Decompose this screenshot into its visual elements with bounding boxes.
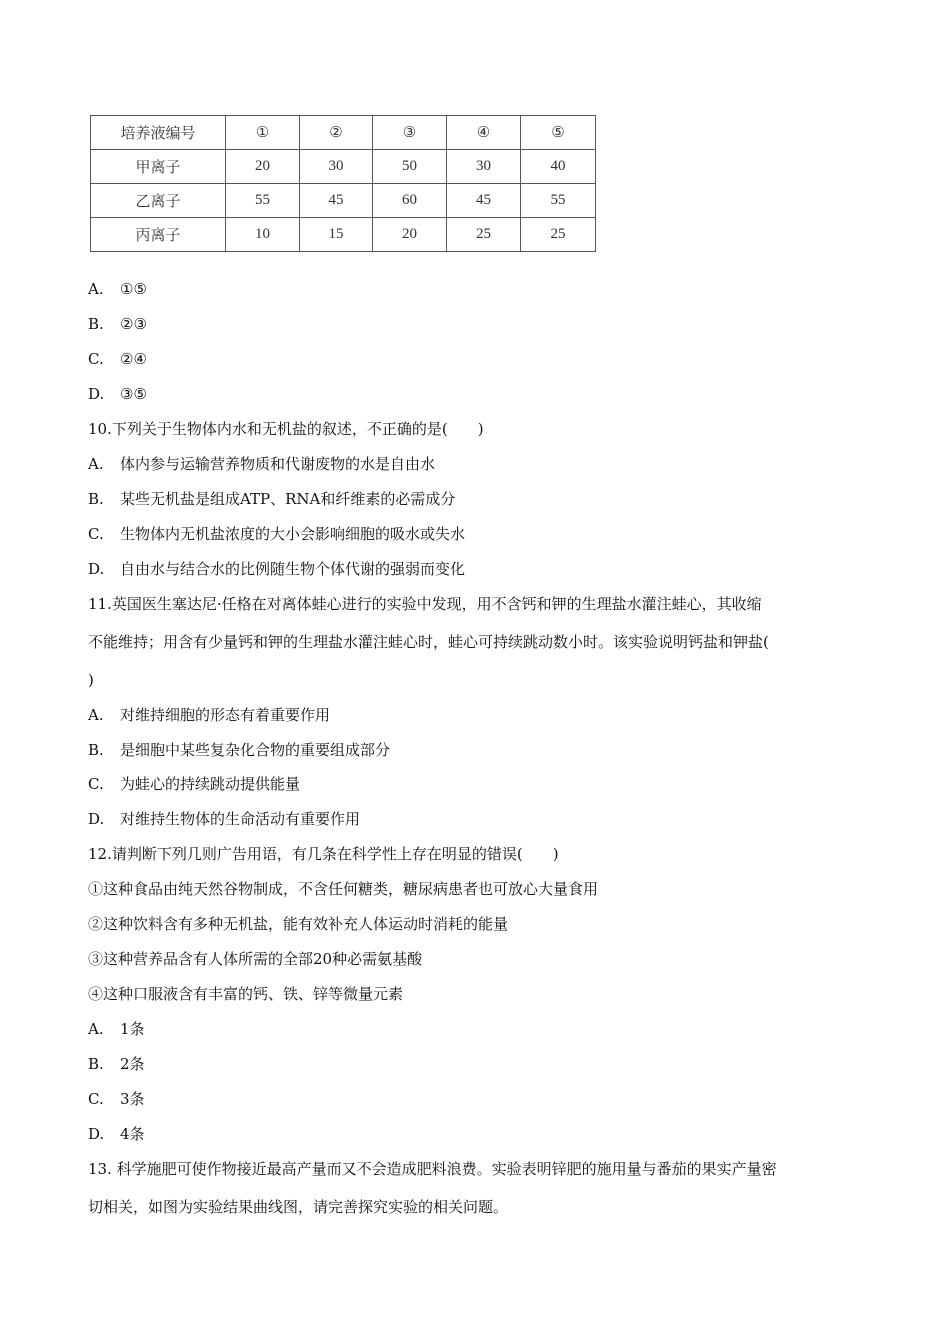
table-cell: 25 [521, 218, 596, 252]
q12-item: ④这种口服液含有丰富的钙、铁、锌等微量元素 [88, 985, 404, 1003]
q11-option-a: A. 对维持细胞的形态有着重要作用 [88, 706, 331, 724]
q12-option-c: C. 3条 [88, 1090, 145, 1108]
q13-stem-line2: 切相关，如图为实验结果曲线图，请完善探究实验的相关问题。 [88, 1198, 509, 1216]
table-header-cell: 培养液编号 [91, 116, 226, 150]
q11-stem-line3: ) [88, 671, 94, 689]
q9-option-c: C. ②④ [88, 350, 147, 368]
table-cell: 25 [447, 218, 521, 252]
q10-option-c: C. 生物体内无机盐浓度的大小会影响细胞的吸水或失水 [88, 525, 466, 543]
q12-option-d: D. 4条 [88, 1125, 145, 1143]
q10-option-b: B. 某些无机盐是组成ATP、RNA和纤维素的必需成分 [88, 490, 456, 508]
table-header-cell: ④ [447, 116, 521, 150]
table-cell: 丙离子 [91, 218, 226, 252]
q11-stem-line2: 不能维持；用含有少量钙和钾的生理盐水灌注蛙心时，蛙心可持续跳动数小时。该实验说明钙盐和钾盐( [88, 633, 769, 651]
q9-option-b: B. ②③ [88, 315, 147, 333]
q9-option-d: D. ③⑤ [88, 385, 147, 403]
table-row [91, 184, 596, 218]
table-cell: 甲离子 [91, 150, 226, 184]
table-header-row [91, 116, 596, 150]
table-cell: 30 [447, 150, 521, 184]
q11-option-d: D. 对维持生物体的生命活动有重要作用 [88, 810, 361, 828]
table-row [91, 150, 596, 184]
q12-option-b: B. 2条 [88, 1055, 145, 1073]
table-cell: 45 [447, 184, 521, 218]
table-cell: 乙离子 [91, 184, 226, 218]
q12-stem: 12.请判断下列几则广告用语，有几条在科学性上存在明显的错误( ) [88, 845, 559, 863]
table-header-cell: ③ [373, 116, 447, 150]
table-cell: 30 [300, 150, 373, 184]
table-cell: 20 [226, 150, 300, 184]
table-cell: 40 [521, 150, 596, 184]
table-cell: 50 [373, 150, 447, 184]
q11-stem-line1: 11.英国医生塞达尼·任格在对离体蛙心进行的实验中发现，用不含钙和钾的生理盐水灌注蛙心，其收缩 [88, 595, 762, 613]
table-cell: 15 [300, 218, 373, 252]
table-cell: 10 [226, 218, 300, 252]
table-header-cell: ⑤ [521, 116, 596, 150]
table-cell: 45 [300, 184, 373, 218]
q13-stem-line1: 13. 科学施肥可使作物接近最高产量而又不会造成肥料浪费。实验表明锌肥的施用量与番茄的果实产量密 [88, 1160, 777, 1178]
table-cell: 20 [373, 218, 447, 252]
q11-option-b: B. 是细胞中某些复杂化合物的重要组成部分 [88, 741, 391, 759]
table-header-cell: ② [300, 116, 373, 150]
ion-concentration-table [90, 115, 596, 252]
table-cell: 60 [373, 184, 447, 218]
q11-option-c: C. 为蛙心的持续跳动提供能量 [88, 775, 301, 793]
q12-item: ①这种食品由纯天然谷物制成，不含任何糖类，糖尿病患者也可放心大量食用 [88, 880, 599, 898]
q10-stem: 10.下列关于生物体内水和无机盐的叙述，不正确的是( ) [88, 420, 484, 438]
table-row [91, 218, 596, 252]
q12-option-a: A. 1条 [88, 1020, 145, 1038]
table-cell: 55 [226, 184, 300, 218]
q9-option-a: A. ①⑤ [88, 280, 147, 298]
table-header-cell: ① [226, 116, 300, 150]
table-cell: 55 [521, 184, 596, 218]
q12-item: ③这种营养品含有人体所需的全部20种必需氨基酸 [88, 950, 423, 968]
q10-option-d: D. 自由水与结合水的比例随生物个体代谢的强弱而变化 [88, 560, 466, 578]
q10-option-a: A. 体内参与运输营养物质和代谢废物的水是自由水 [88, 455, 436, 473]
q12-item: ②这种饮料含有多种无机盐，能有效补充人体运动时消耗的能量 [88, 915, 509, 933]
